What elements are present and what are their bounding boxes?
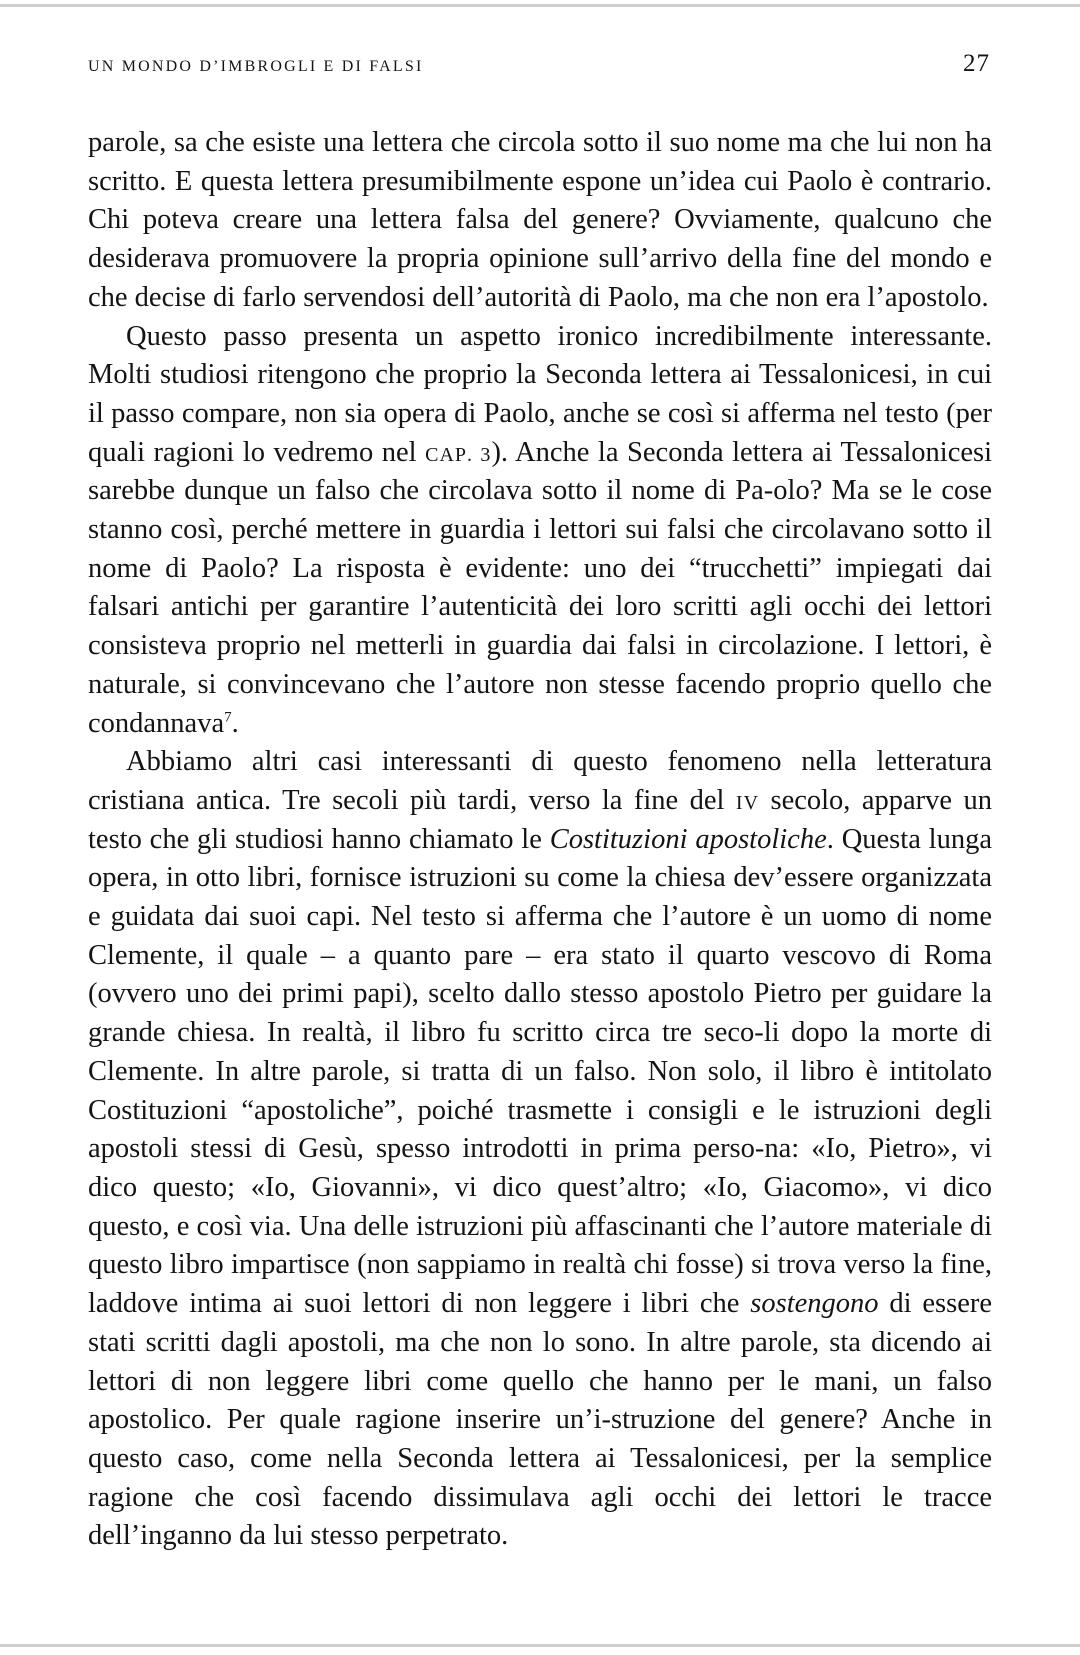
paragraph-3-text-a: Abbiamo altri casi interessanti di questo fenomeno nella letteratura cristiana antica. Tre secoli più tardi, verso la fine del <box>88 746 992 816</box>
paragraph-2-text-c: . <box>231 707 239 739</box>
century-numeral: iv <box>735 784 760 816</box>
paragraph-3-text-c: . Questa lunga opera, in otto libri, fornisce istruzioni su come la chiesa dev’essere organizzata e guidata dai suoi capi. Nel testo si afferma che l’autore è un uomo di nome Clemente, il quale – a quanto pare – era stato il quarto vescovo di Roma (ovvero uno dei primi papi), scelto dallo stesso apostolo Pietro per guidare la grande chiesa. In realtà, il libro fu scritto circa tre seco-li dopo la morte di Clemente. In altre parole, si tratta di un falso. Non solo, il libro è intitolato Costituzioni “apostoliche”, poiché trasmette i consigli e le istruzioni degli apostoli stessi di Gesù, spesso introdotti in prima perso-na: «Io, Pietro», vi dico questo; «Io, Giovanni», vi dico quest’altro; «Io, Giacomo», vi dico questo, e così via. Una delle istruzioni più affascinanti che l’autore materiale di questo libro impartisce (non sappiamo in realtà chi fosse) si trova verso la fine, laddove intima ai suoi lettori di non leggere i libri che <box>88 823 992 1320</box>
paragraph-2-text-a: Questo passo presenta un aspetto ironico incredibilmente interessante. Molti studiosi ritengono che proprio la Seconda lettera ai Tessalonicesi, in cui il passo compare, non sia opera di Paolo, anche se così si afferma nel testo (per quali ragioni lo vedremo nel <box>88 320 992 468</box>
paragraph-2-text-b: ). Anche la Seconda lettera ai Tessalonicesi sarebbe dunque un falso che circolava sotto il nome di Pa-olo? Ma se le cose stanno così, perché mettere in guardia i lettori sui falsi che circolavano sotto il nome di Paolo? La risposta è evidente: uno dei “trucchetti” impiegati dai falsari antichi per garantire l’autenticità dei loro scritti agli occhi dei lettori consisteva proprio nel metterli in guardia dai falsi in circolazione. I lettori, è naturale, si convincevano che l’autore non stesse facendo proprio quello che condannava <box>88 436 992 739</box>
paragraph-1: parole, sa che esiste una lettera che circola sotto il suo nome ma che lui non ha scritto. E questa lettera presumibilmente espone un’idea cui Paolo è contrario. Chi poteva creare una lettera falsa del genere? Ovviamente, qualcuno che desiderava promuovere la propria opinione sull’arrivo della fine del mondo e che decise di farlo servendosi dell’autorità di Paolo, ma che non era l’apostolo. <box>88 127 992 313</box>
footnote-reference: 7 <box>224 709 232 726</box>
chapter-reference: cap. 3 <box>425 436 492 468</box>
paragraph-3 <box>88 743 992 1556</box>
paragraph-3-text-b: secolo, apparve un testo che gli studiosi hanno chiamato le <box>88 784 993 855</box>
page-number: 27 <box>963 50 990 77</box>
bottom-border-line <box>0 1644 1080 1647</box>
paragraph-3-text-d: di essere stati scritti dagli apostoli, ma che non lo sono. In altre parole, sta dicendo ai lettori di non leggere libri come quello che hanno per le mani, un falso apostolico. Per quale ragione inserire un’i-struzione del genere? Anche in questo caso, come nella Seconda lettera ai Tessalonicesi, per la semplice ragione che così facendo dissimulava agli occhi dei lettori le tracce dell’inganno da lui stesso perpetrato. <box>88 1288 993 1552</box>
emphasized-word: sostengono <box>750 1288 879 1320</box>
body-text <box>88 124 992 1556</box>
top-border-line <box>0 4 1080 7</box>
paragraph-2 <box>88 318 992 744</box>
work-title: Costituzioni apostoliche <box>549 823 827 855</box>
running-title: un mondo d’imbrogli e di falsi <box>88 51 424 76</box>
running-head <box>88 50 990 78</box>
